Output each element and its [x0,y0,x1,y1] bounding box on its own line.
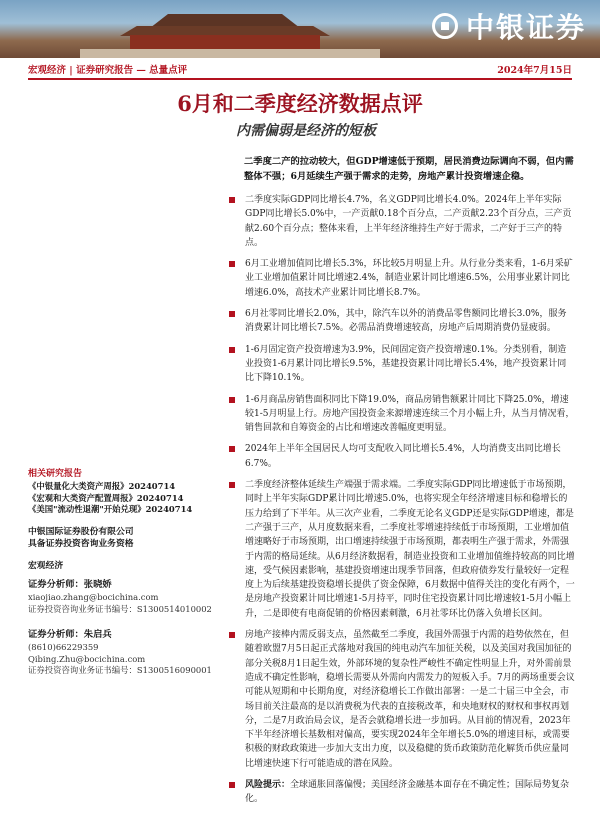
findings-list [227,193,575,814]
finding-item: 6月社零同比增长2.0%，其中，除汽车以外的消费品零售额同比增长3.0%，服务消费累计同比增长7.5%。必需品消费增速较高，房地产后周期消费仍显疲弱。 [227,307,575,336]
report-category: 宏观经济 | 证券研究报告 — 总量点评 [28,65,188,76]
analyst-name: 证券分析师：张晓娇 [28,579,112,590]
analyst-card [28,626,218,677]
related-report-link[interactable]: 《中银量化大类资产周报》20240714 [28,481,176,491]
finding-item: 6月工业增加值同比增长5.3%，环比较5月明显上升。从行业分类来看，1-6月采矿业工业增加值累计同比增速2.4%，制造业累计同比增速6.5%，公用事业累计同比增速6.0%，高技术产业累计同比增长8.7%。 [227,257,575,300]
analyst-cert: 证券投资咨询业务证书编号：S1300514010002 [28,603,212,614]
brand-logo [432,6,586,46]
company-info [28,526,218,550]
header-banner [0,0,600,58]
report-title: 6月和二季度经济数据点评 [177,91,423,116]
team-name: 宏观经济 [28,561,64,571]
finding-item: 房地产接棒内需反弱支点，虽然截至二季度，我国外需强于内需的趋势依然在，但随着欧盟7月5日起正式落地对我国的纯电动汽车加征关税，以及美国对我国加征的部分关税8月1日起生效，外部环境的复杂性严峻性不确定性明显上升，对外需前景造成不确定性影响，稳增长需要从外需向内需发力的短板入手。7月的两场重要会议可能从短期和中长期角度，对经济稳增长工作做出部署：一是二十届三中全会，市场目前关注最高的是以消费税为代表的直接税改革，和央地财权的财权和事权再划分，二是7月政治局会议，是否会就稳增长进一步加码。从目前的情况看，2023年下半年经济增长基数相对偏高，要实现2024年全年增长5.0%的增速目标，或需要积极的财政政策进一步加大支出力度，以及稳健的货币政策防范化解货币供应量同比增速快速下行可能造成的潜在风险。 [227,628,575,771]
company-name: 中银国际证券股份有限公司 [28,527,134,537]
finding-item: 二季度经济整体延续生产端强于需求端。二季度实际GDP同比增速低于市场预期，同时上半年实际GDP累计同比增速5.0%，也将实现全年经济增速目标和稳增长的压力给到了下半年。从三次产业看，二季度无论名义GDP还是实际GDP增速，都是二产强于三产，从月度数据来看，二季度社零增速持续低于市场预期，工业增加值增速略好于市场预期，出口增速持续强于市场预期，都表明生产强于需求，外需强于内需的格局延续。从6月经济数据看，制造业投资和工业增加值维持较高的同比增速，受气候因素影响，基建投资增速出现季节回落，但政府债券发行量较好一定程度上为后续基建投资稳增长提供了资金保障，6月数据中值得关注的变化有两个，一是房地产投资累计同比增速1-5月持平，同时住宅投资累计同比增速较1-5月小幅上升，二是即使有电商促销的价格因素刺激，6月社零环比仍落入负增长区间。 [227,478,575,621]
analyst-email[interactable]: Qibing.Zhu@bocichina.com [28,653,146,664]
related-reports [28,466,218,516]
analyst-card [28,576,218,615]
related-report-link[interactable]: 《宏观和大类资产配置周报》20240714 [28,492,184,503]
related-report-link[interactable]: 《美国"流动性退潮"开始兑现》20240714 [28,504,193,514]
finding-item: 1-6月商品房销售面积同比下降19.0%，商品房销售额累计同比下降25.0%，增速较1-5月明显上行。房地产国投资金来源增速连续三个月小幅上升，从当月情况看，销售回款和自筹资金的占比和增速改善幅度更明显。 [227,393,575,436]
report-summary: 二季度二产的拉动较大，但GDP增速低于预期，居民消费边际调向不弱，但内需整体不强；6月延续生产强于需求的走势，房地产累计投资增速企稳。 [244,156,574,182]
finding-item: 2024年上半年全国居民人均可支配收入同比增长5.4%，人均消费支出同比增长6.7%。 [227,442,575,471]
bullet-square-icon [229,197,235,203]
bullet-square-icon [229,311,235,317]
analyst-name: 证券分析师：朱启兵 [28,629,112,640]
finding-item: 二季度实际GDP同比增长4.7%，名义GDP同比增长4.0%。2024年上半年实际GDP同比增长5.0%中，一产贡献0.18个百分点，二产贡献2.23个百分点，三产贡献2.60个百分点；整体来看，上半年经济维持生产好于需求，二产好于三产的特点。 [227,193,575,250]
brand-logo-text: 中银证券 [465,11,586,44]
bullet-square-icon [229,397,235,403]
boc-logo-icon [432,13,458,39]
report-subtitle: 内需偏弱是经济的短板 [236,123,376,139]
finding-item: 1-6月固定资产投资增速为3.9%，民间固定资产投资增速0.1%。分类别看，制造业投资1-6月累计同比增长9.5%，基建投资累计同比增长5.4%，地产投资累计同比下降10.1%。 [227,343,575,386]
bullet-square-icon [229,782,235,788]
palace-hall-graphic [130,35,320,49]
bullet-square-icon [229,446,235,452]
analyst-phone: (8610)66229359 [28,642,99,652]
analyst-cert: 证券投资咨询业务证书编号：S1300516090001 [28,665,212,675]
bullet-square-icon [229,482,235,488]
bullet-square-icon [229,632,235,638]
palace-roof-graphic [150,14,300,28]
bullet-square-icon [229,347,235,353]
bullet-square-icon [229,261,235,267]
report-date: 2024年7月15日 [497,65,572,76]
analyst-email[interactable]: xiaojiao.zhang@bocichina.com [28,592,159,602]
risk-warning: 风险提示：全球通胀回落偏慢；美国经济金融基本面存在不确定性；国际局势复杂化。 [227,778,575,807]
palace-steps-graphic [80,49,380,58]
related-reports-header: 相关研究报告 [28,469,83,479]
report-header-bar [28,62,572,80]
company-qualification: 具备证券投资咨询业务资格 [28,539,134,549]
